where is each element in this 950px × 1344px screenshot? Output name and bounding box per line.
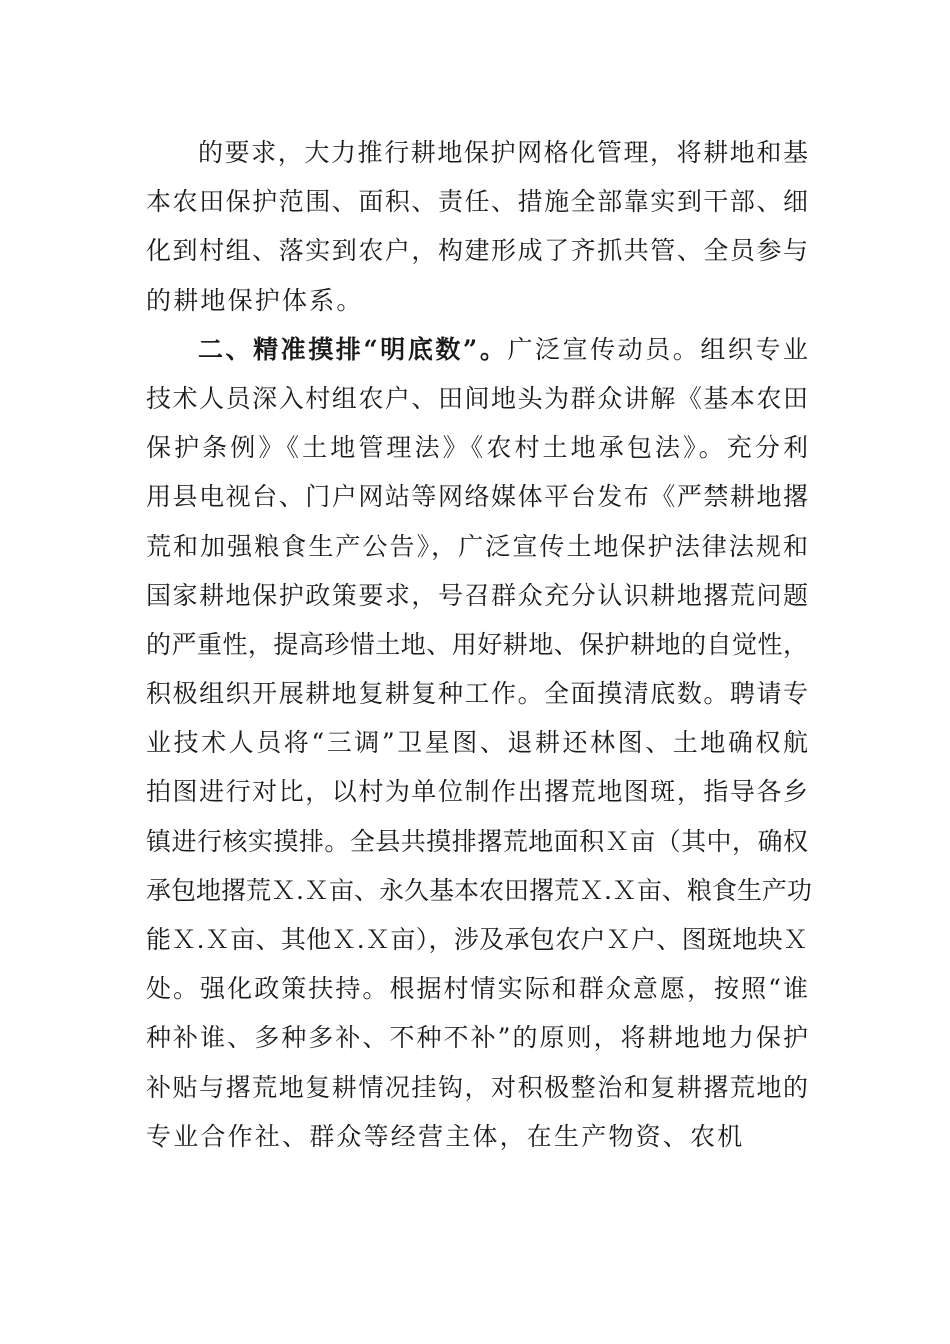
paragraph-2-first-line-text: 广泛宣传动员。组织专业 [507, 334, 808, 364]
paragraph-2-line-16: 补贴与撂荒地复耕情况挂钩，对积极整治和复耕撂荒地的 [146, 1072, 808, 1102]
paragraph-1-line-4: 的耕地保护体系。 [146, 285, 364, 315]
paragraph-2-line-7: 的严重性，提高珍惜土地、用好耕地、保护耕地的自觉性， [146, 629, 808, 659]
paragraph-2-line-2: 技术人员深入村组农户、田间地头为群众讲解《基本农田 [146, 383, 808, 413]
paragraph-2-line-12: 承包地撂荒Ｘ.Ｘ亩、永久基本农田撂荒Ｘ.Ｘ亩、粮食生产功 [146, 875, 812, 905]
paragraph-2-line-14: 处。强化政策扶持。根据村情实际和群众意愿，按照“谁 [146, 974, 808, 1004]
paragraph-2-line-13: 能Ｘ.Ｘ亩、其他Ｘ.Ｘ亩），涉及承包农户Ｘ户、图斑地块Ｘ [146, 925, 808, 954]
section-heading: 二、精准摸排“明底数”。 [198, 334, 508, 364]
paragraph-2-line-15: 种补谁、多种多补、不种不补”的原则，将耕地地力保护 [146, 1023, 808, 1053]
paragraph-2-line-10: 拍图进行对比，以村为单位制作出撂荒地图斑，指导各乡 [146, 777, 808, 807]
paragraph-1-line-2: 本农田保护范围、面积、责任、措施全部靠实到干部、细 [146, 187, 808, 217]
paragraph-2-line-4: 用县电视台、门户网站等网络媒体平台发布《严禁耕地撂 [146, 482, 808, 512]
paragraph-2-line-8: 积极组织开展耕地复耕复种工作。全面摸清底数。聘请专 [146, 679, 808, 709]
paragraph-1-line-3: 化到村组、落实到农户，构建形成了齐抓共管、全员参与 [146, 236, 808, 266]
paragraph-1-line-1: 的要求，大力推行耕地保护网格化管理，将耕地和基 [198, 138, 808, 167]
document-body [146, 128, 812, 1161]
paragraph-2-line-17: 专业合作社、群众等经营主体，在生产物资、农机 [146, 1121, 745, 1151]
paragraph-2-line-3: 保护条例》《土地管理法》《农村土地承包法》。充分利 [146, 433, 808, 463]
paragraph-2-line-9: 业技术人员将“三调”卫星图、退耕还林图、土地确权航 [146, 728, 808, 758]
paragraph-2-line-6: 国家耕地保护政策要求，号召群众充分认识耕地撂荒问题 [146, 580, 808, 610]
paragraph-2-line-5: 荒和加强粮食生产公告》，广泛宣传土地保护法律法规和 [146, 531, 808, 561]
paragraph-2-line-11: 镇进行核实摸排。全县共摸排撂荒地面积Ｘ亩（其中，确权 [146, 826, 808, 856]
paragraph-2-line-1 [146, 325, 808, 374]
